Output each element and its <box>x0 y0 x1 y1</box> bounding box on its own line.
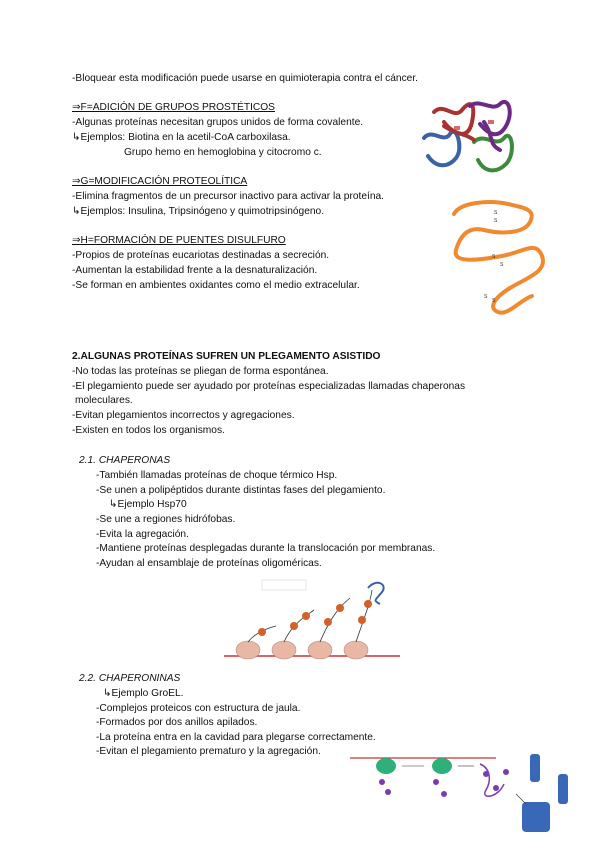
hsp70-folding-diagram <box>222 574 404 666</box>
subsection-2-2-heading: 2.2. CHAPERONINAS <box>79 673 181 684</box>
svg-text:S: S <box>500 262 504 268</box>
subsection-2-2-line: ↳Ejemplo GroEL. <box>103 688 184 699</box>
section-2-line: -Existen en todos los organismos. <box>72 425 225 436</box>
section-2-heading: 2.ALGUNAS PROTEÍNAS SUFREN UN PLEGAMENTO ASISTIDO <box>72 351 381 362</box>
section-g-line: ↳Ejemplos: Insulina, Tripsinógeno y quimotripsinógeno. <box>72 206 325 217</box>
section-2-line: moleculares. <box>75 395 133 406</box>
section-2-line: -Evitan plegamientos incorrectos y agregaciones. <box>72 410 295 421</box>
subsection-2-2-line: -Evitan el plegamiento prematuro y la agregación. <box>96 746 321 757</box>
section-2-line: -No todas las proteínas se pliegan de forma espontánea. <box>72 366 329 377</box>
section-f-line: Grupo hemo en hemoglobina y citocromo c. <box>124 147 322 158</box>
svg-text:S: S <box>484 294 488 300</box>
intro-line: -Bloquear esta modificación puede usarse en quimioterapia contra el cáncer. <box>72 73 419 84</box>
section-f-line: -Algunas proteínas necesitan grupos unidos de forma covalente. <box>72 117 364 128</box>
section-f-heading: ⇒F=ADICIÓN DE GRUPOS PROSTÉTICOS <box>72 102 275 113</box>
svg-text:S: S <box>492 298 496 304</box>
section-2-line: -El plegamiento puede ser ayudado por proteínas especializadas llamadas chaperonas <box>72 381 466 392</box>
svg-text:S: S <box>494 218 498 224</box>
disulfide-bridge-diagram <box>440 196 550 318</box>
svg-text:S: S <box>492 254 496 260</box>
subsection-2-1-line: -Ayudan al ensamblaje de proteínas oligoméricas. <box>96 558 322 569</box>
subsection-2-1-heading: 2.1. CHAPERONAS <box>79 455 171 466</box>
subsection-2-1-line: -Se une a regiones hidrófobas. <box>96 514 236 525</box>
subsection-2-1-line: -También llamadas proteínas de choque térmico Hsp. <box>96 470 338 481</box>
section-h-line: -Se forman en ambientes oxidantes como el medio extracelular. <box>72 280 360 291</box>
svg-text:S: S <box>494 210 498 216</box>
subsection-2-1-line: -Mantiene proteínas desplegadas durante la translocación por membranas. <box>96 543 436 554</box>
groel-chaperonin-diagram <box>346 744 574 840</box>
subsection-2-2-line: -Complejos proteicos con estructura de jaula. <box>96 703 301 714</box>
subsection-2-1-line: ↳Ejemplo Hsp70 <box>109 499 187 510</box>
section-g-line: -Elimina fragmentos de un precursor inactivo para activar la proteína. <box>72 191 385 202</box>
section-h-heading: ⇒H=FORMACIÓN DE PUENTES DISULFURO <box>72 235 286 246</box>
subsection-2-1-line: -Se unen a polipéptidos durante distintas fases del plegamiento. <box>96 485 386 496</box>
subsection-2-2-line: -La proteína entra en la cavidad para plegarse correctamente. <box>96 732 376 743</box>
subsection-2-1-line: -Evita la agregación. <box>96 529 189 540</box>
subsection-2-2-line: -Formados por dos anillos apilados. <box>96 717 258 728</box>
section-g-heading: ⇒G=MODIFICACIÓN PROTEOLÍTICA <box>72 176 248 187</box>
section-f-line: ↳Ejemplos: Biotina en la acetil-CoA carboxilasa. <box>72 132 291 143</box>
section-h-line: -Propios de proteínas eucariotas destinadas a secreción. <box>72 250 330 261</box>
hemoglobin-structure-image <box>414 92 524 184</box>
section-h-line: -Aumentan la estabilidad frente a la desnaturalización. <box>72 265 318 276</box>
